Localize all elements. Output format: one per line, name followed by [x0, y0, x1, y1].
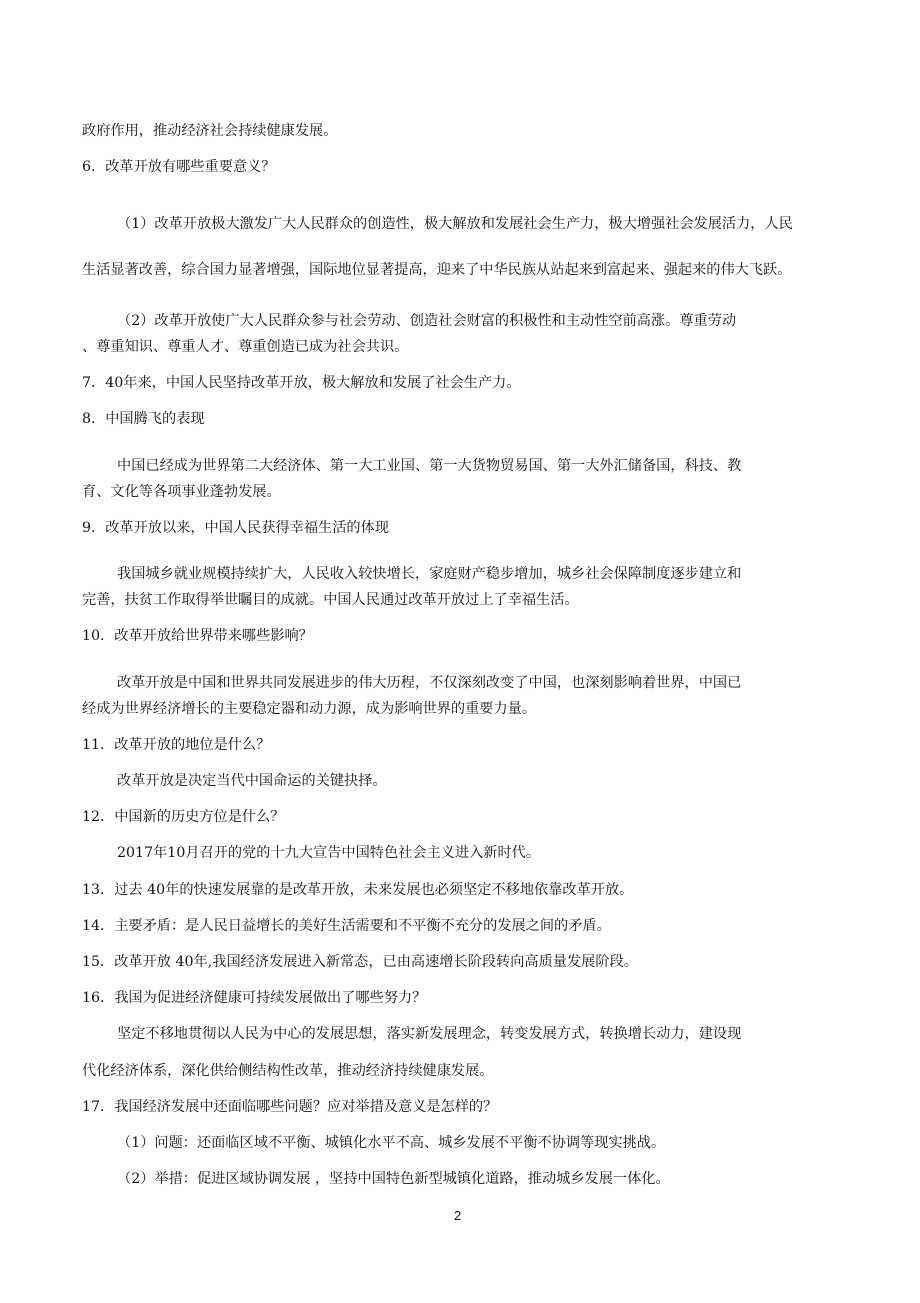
paragraph-line: 育、文化等各项事业蓬勃发展。 [82, 484, 281, 500]
paragraph-line: 改革开放是中国和世界共同发展进步的伟大历程，不仅深刻改变了中国，也深刻影响着世界，中国已 [117, 675, 742, 691]
question-heading: 10．改革开放给世界带来哪些影响？ [82, 628, 313, 644]
question-heading: 9．改革开放以来，中国人民获得幸福生活的体现 [82, 520, 389, 536]
question-heading: 8．中国腾飞的表现 [82, 411, 205, 427]
paragraph-line: 完善，扶贫工作取得举世瞩目的成就。中国人民通过改革开放过上了幸福生活。 [82, 592, 579, 608]
paragraph-line: 中国已经成为世界第二大经济体、第一大工业国、第一大货物贸易国、第一大外汇储备国，科技、教 [117, 458, 742, 474]
question-heading: 14．主要矛盾：是人民日益增长的美好生活需要和不平衡不充分的发展之间的矛盾。 [82, 918, 611, 934]
paragraph-line: 改革开放是决定当代中国命运的关键抉择。 [117, 773, 387, 789]
question-heading: 11．改革开放的地位是什么？ [82, 737, 271, 753]
paragraph-line: （2）改革开放使广大人民群众参与社会劳动、创造社会财富的积极性和主动性空前高涨。尊重劳动 [117, 313, 737, 329]
paragraph-line: （1）问题：还面临区域不平衡、城镇化水平不高、城乡发展不平衡不协调等现实挑战。 [117, 1135, 666, 1151]
paragraph-line: 代化经济体系，深化供给侧结构性改革，推动经济持续健康发展。 [82, 1063, 494, 1079]
paragraph-line: 我国城乡就业规模持续扩大，人民收入较快增长，家庭财产稳步增加，城乡社会保障制度逐步建立和 [117, 566, 742, 582]
page-number: 2 [454, 1208, 462, 1223]
question-heading: 17．我国经济发展中还面临哪些问题？应对举措及意义是怎样的？ [82, 1099, 498, 1115]
question-heading: 12．中国新的历史方位是什么？ [82, 809, 285, 825]
paragraph-line: （1）改革开放极大激发广大人民群众的创造性，极大解放和发展社会生产力，极大增强社会发展活力，人民 [117, 216, 793, 232]
question-heading: 16．我国为促进经济健康可持续发展做出了哪些努力？ [82, 990, 427, 1006]
paragraph-line: 政府作用，推动经济社会持续健康发展。 [82, 123, 338, 139]
question-heading: 6．改革开放有哪些重要意义？ [82, 159, 276, 175]
question-heading: 13．过去 40年的快速发展靠的是改革开放，未来发展也必须坚定不移地依靠改革开放。 [82, 882, 634, 898]
paragraph-line: 经成为世界经济增长的主要稳定器和动力源，成为影响世界的重要力量。 [82, 701, 537, 717]
question-heading: 7．40年来，中国人民坚持改革开放，极大解放和发展了社会生产力。 [82, 375, 521, 391]
question-heading: 15．改革开放 40年,我国经济发展进入新常态，已由高速增长阶段转向高质量发展阶段。 [82, 954, 638, 970]
paragraph-line: （2）举措：促进区域协调发展 ，坚持中国特色新型城镇化道路，推动城乡发展一体化。 [117, 1171, 670, 1187]
paragraph-line: 、尊重知识、尊重人才、尊重创造已成为社会共识。 [82, 339, 409, 355]
paragraph-line: 坚定不移地贯彻以人民为中心的发展思想，落实新发展理念，转变发展方式，转换增长动力，建设现 [117, 1026, 742, 1042]
paragraph-line: 生活显著改善，综合国力显著增强，国际地位显著提高，迎来了中华民族从站起来到富起来、强起来的伟大飞跃。 [82, 262, 792, 278]
paragraph-line: 2017年10月召开的党的十九大宣告中国特色社会主义进入新时代。 [117, 845, 541, 861]
